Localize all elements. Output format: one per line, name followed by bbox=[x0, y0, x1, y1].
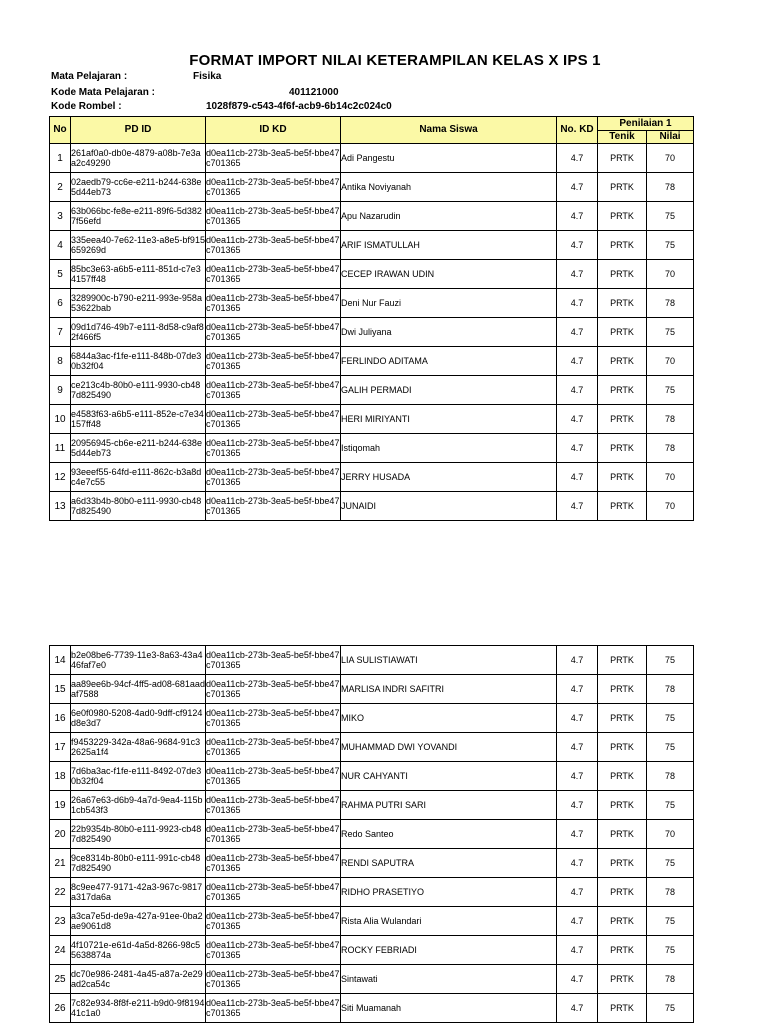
row-no: 24 bbox=[50, 936, 71, 965]
row-no-kd: 4.7 bbox=[557, 936, 598, 965]
row-id-kd: d0ea11cb-273b-3ea5-be5f-bbe47c701365 bbox=[206, 434, 341, 463]
row-nama-siswa: GALIH PERMADI bbox=[341, 376, 557, 405]
row-pd-id: 4f10721e-e61d-4a5d-8266-98c55638874a bbox=[71, 936, 206, 965]
table-row bbox=[50, 231, 694, 260]
table-row bbox=[50, 936, 694, 965]
table-row bbox=[50, 791, 694, 820]
table-row bbox=[50, 463, 694, 492]
row-nama-siswa: Siti Muamanah bbox=[341, 994, 557, 1023]
row-teknik: PRTK bbox=[598, 791, 647, 820]
row-pd-id: 7c82e934-8f8f-e211-b9d0-9f819441c1a0 bbox=[71, 994, 206, 1023]
row-teknik: PRTK bbox=[598, 173, 647, 202]
row-teknik: PRTK bbox=[598, 492, 647, 521]
row-pd-id: 6844a3ac-f1fe-e111-848b-07de30b32f04 bbox=[71, 347, 206, 376]
row-nilai: 70 bbox=[647, 463, 694, 492]
nilai-table-continued bbox=[49, 645, 694, 1023]
row-nama-siswa: Istiqomah bbox=[341, 434, 557, 463]
row-nama-siswa: RAHMA PUTRI SARI bbox=[341, 791, 557, 820]
row-no-kd: 4.7 bbox=[557, 318, 598, 347]
header-nama-siswa: Nama Siswa bbox=[341, 117, 557, 144]
row-teknik: PRTK bbox=[598, 405, 647, 434]
row-nilai: 78 bbox=[647, 434, 694, 463]
row-nama-siswa: ROCKY FEBRIADI bbox=[341, 936, 557, 965]
row-id-kd: d0ea11cb-273b-3ea5-be5f-bbe47c701365 bbox=[206, 202, 341, 231]
row-nilai: 75 bbox=[647, 849, 694, 878]
row-no-kd: 4.7 bbox=[557, 202, 598, 231]
table-row bbox=[50, 173, 694, 202]
row-no: 9 bbox=[50, 376, 71, 405]
row-id-kd: d0ea11cb-273b-3ea5-be5f-bbe47c701365 bbox=[206, 231, 341, 260]
row-no: 17 bbox=[50, 733, 71, 762]
mapel-label: Mata Pelajaran : bbox=[51, 71, 128, 82]
row-no: 14 bbox=[50, 646, 71, 675]
row-id-kd: d0ea11cb-273b-3ea5-be5f-bbe47c701365 bbox=[206, 675, 341, 704]
row-nama-siswa: JUNAIDI bbox=[341, 492, 557, 521]
row-nilai: 70 bbox=[647, 144, 694, 173]
row-teknik: PRTK bbox=[598, 376, 647, 405]
row-nama-siswa: RENDI SAPUTRA bbox=[341, 849, 557, 878]
row-nilai: 70 bbox=[647, 492, 694, 521]
row-id-kd: d0ea11cb-273b-3ea5-be5f-bbe47c701365 bbox=[206, 820, 341, 849]
header-no-kd: No. KD bbox=[557, 117, 598, 144]
row-no-kd: 4.7 bbox=[557, 791, 598, 820]
row-pd-id: 6e0f0980-5208-4ad0-9dff-cf9124d8e3d7 bbox=[71, 704, 206, 733]
row-nilai: 75 bbox=[647, 231, 694, 260]
row-teknik: PRTK bbox=[598, 762, 647, 791]
row-teknik: PRTK bbox=[598, 965, 647, 994]
row-nama-siswa: Rista Alia Wulandari bbox=[341, 907, 557, 936]
row-no: 20 bbox=[50, 820, 71, 849]
row-nilai: 70 bbox=[647, 820, 694, 849]
row-no: 12 bbox=[50, 463, 71, 492]
row-pd-id: e4583f63-a6b5-e111-852e-c7e34157ff48 bbox=[71, 405, 206, 434]
row-no-kd: 4.7 bbox=[557, 762, 598, 791]
row-no: 16 bbox=[50, 704, 71, 733]
row-nilai: 78 bbox=[647, 878, 694, 907]
row-no: 22 bbox=[50, 878, 71, 907]
row-pd-id: f9453229-342a-48a6-9684-91c32625a1f4 bbox=[71, 733, 206, 762]
header-teknik: Tenik bbox=[598, 131, 647, 144]
row-teknik: PRTK bbox=[598, 289, 647, 318]
row-nilai: 75 bbox=[647, 318, 694, 347]
row-no-kd: 4.7 bbox=[557, 675, 598, 704]
row-teknik: PRTK bbox=[598, 733, 647, 762]
row-no: 19 bbox=[50, 791, 71, 820]
table-row bbox=[50, 318, 694, 347]
row-teknik: PRTK bbox=[598, 878, 647, 907]
row-teknik: PRTK bbox=[598, 347, 647, 376]
row-id-kd: d0ea11cb-273b-3ea5-be5f-bbe47c701365 bbox=[206, 318, 341, 347]
row-nama-siswa: ARIF ISMATULLAH bbox=[341, 231, 557, 260]
row-teknik: PRTK bbox=[598, 936, 647, 965]
row-pd-id: a3ca7e5d-de9a-427a-91ee-0ba2ae9061d8 bbox=[71, 907, 206, 936]
row-nilai: 75 bbox=[647, 202, 694, 231]
row-pd-id: 8c9ee477-9171-42a3-967c-9817a317da6a bbox=[71, 878, 206, 907]
row-teknik: PRTK bbox=[598, 318, 647, 347]
header-nilai: Nilai bbox=[647, 131, 694, 144]
row-no-kd: 4.7 bbox=[557, 492, 598, 521]
table-row bbox=[50, 434, 694, 463]
row-nilai: 75 bbox=[647, 936, 694, 965]
row-teknik: PRTK bbox=[598, 202, 647, 231]
row-id-kd: d0ea11cb-273b-3ea5-be5f-bbe47c701365 bbox=[206, 878, 341, 907]
row-pd-id: 9ce8314b-80b0-e111-991c-cb487d825490 bbox=[71, 849, 206, 878]
row-pd-id: ce213c4b-80b0-e111-9930-cb487d825490 bbox=[71, 376, 206, 405]
row-no: 8 bbox=[50, 347, 71, 376]
row-id-kd: d0ea11cb-273b-3ea5-be5f-bbe47c701365 bbox=[206, 762, 341, 791]
header-no: No bbox=[50, 117, 71, 144]
row-nama-siswa: Apu Nazarudin bbox=[341, 202, 557, 231]
row-teknik: PRTK bbox=[598, 820, 647, 849]
row-pd-id: 09d1d746-49b7-e111-8d58-c9af82f466f5 bbox=[71, 318, 206, 347]
row-teknik: PRTK bbox=[598, 994, 647, 1023]
row-id-kd: d0ea11cb-273b-3ea5-be5f-bbe47c701365 bbox=[206, 849, 341, 878]
row-no: 21 bbox=[50, 849, 71, 878]
row-no: 25 bbox=[50, 965, 71, 994]
row-id-kd: d0ea11cb-273b-3ea5-be5f-bbe47c701365 bbox=[206, 463, 341, 492]
row-nilai: 70 bbox=[647, 347, 694, 376]
row-pd-id: 7d6ba3ac-f1fe-e111-8492-07de30b32f04 bbox=[71, 762, 206, 791]
row-no-kd: 4.7 bbox=[557, 376, 598, 405]
row-id-kd: d0ea11cb-273b-3ea5-be5f-bbe47c701365 bbox=[206, 704, 341, 733]
row-no: 13 bbox=[50, 492, 71, 521]
row-id-kd: d0ea11cb-273b-3ea5-be5f-bbe47c701365 bbox=[206, 173, 341, 202]
table-row bbox=[50, 704, 694, 733]
row-nilai: 75 bbox=[647, 733, 694, 762]
row-id-kd: d0ea11cb-273b-3ea5-be5f-bbe47c701365 bbox=[206, 492, 341, 521]
kode-mapel-label: Kode Mata Pelajaran : bbox=[51, 87, 155, 98]
row-pd-id: a6d33b4b-80b0-e111-9930-cb487d825490 bbox=[71, 492, 206, 521]
row-teknik: PRTK bbox=[598, 907, 647, 936]
row-no: 18 bbox=[50, 762, 71, 791]
row-pd-id: 85bc3e63-a6b5-e111-851d-c7e34157ff48 bbox=[71, 260, 206, 289]
row-nilai: 75 bbox=[647, 994, 694, 1023]
row-nama-siswa: LIA SULISTIAWATI bbox=[341, 646, 557, 675]
table-row bbox=[50, 376, 694, 405]
row-no-kd: 4.7 bbox=[557, 646, 598, 675]
row-pd-id: 26a67e63-d6b9-4a7d-9ea4-115b1cb543f3 bbox=[71, 791, 206, 820]
row-teknik: PRTK bbox=[598, 144, 647, 173]
row-id-kd: d0ea11cb-273b-3ea5-be5f-bbe47c701365 bbox=[206, 289, 341, 318]
row-no-kd: 4.7 bbox=[557, 878, 598, 907]
row-no: 11 bbox=[50, 434, 71, 463]
row-nama-siswa: Dwi Juliyana bbox=[341, 318, 557, 347]
row-no-kd: 4.7 bbox=[557, 733, 598, 762]
row-nilai: 78 bbox=[647, 173, 694, 202]
page-title: FORMAT IMPORT NILAI KETERAMPILAN KELAS X IPS 1 bbox=[189, 52, 601, 69]
table-row bbox=[50, 646, 694, 675]
row-no: 2 bbox=[50, 173, 71, 202]
header-id-kd: ID KD bbox=[206, 117, 341, 144]
row-pd-id: b2e08be6-7739-11e3-8a63-43a446faf7e0 bbox=[71, 646, 206, 675]
row-nama-siswa: Deni Nur Fauzi bbox=[341, 289, 557, 318]
row-teknik: PRTK bbox=[598, 463, 647, 492]
row-nilai: 75 bbox=[647, 376, 694, 405]
row-nama-siswa: FERLINDO ADITAMA bbox=[341, 347, 557, 376]
row-pd-id: aa89ee6b-94cf-4ff5-ad08-681aadaf7588 bbox=[71, 675, 206, 704]
row-id-kd: d0ea11cb-273b-3ea5-be5f-bbe47c701365 bbox=[206, 347, 341, 376]
row-no-kd: 4.7 bbox=[557, 260, 598, 289]
row-teknik: PRTK bbox=[598, 231, 647, 260]
row-no-kd: 4.7 bbox=[557, 463, 598, 492]
row-nama-siswa: NUR CAHYANTI bbox=[341, 762, 557, 791]
row-no: 6 bbox=[50, 289, 71, 318]
row-no-kd: 4.7 bbox=[557, 405, 598, 434]
header-pd-id: PD ID bbox=[71, 117, 206, 144]
row-no: 4 bbox=[50, 231, 71, 260]
row-id-kd: d0ea11cb-273b-3ea5-be5f-bbe47c701365 bbox=[206, 405, 341, 434]
row-nama-siswa: Sintawati bbox=[341, 965, 557, 994]
table-row bbox=[50, 965, 694, 994]
row-no: 15 bbox=[50, 675, 71, 704]
row-id-kd: d0ea11cb-273b-3ea5-be5f-bbe47c701365 bbox=[206, 994, 341, 1023]
table-row bbox=[50, 260, 694, 289]
row-nama-siswa: MARLISA INDRI SAFITRI bbox=[341, 675, 557, 704]
mapel-value: Fisika bbox=[193, 71, 222, 82]
row-teknik: PRTK bbox=[598, 849, 647, 878]
table-row bbox=[50, 820, 694, 849]
row-nilai: 75 bbox=[647, 704, 694, 733]
row-id-kd: d0ea11cb-273b-3ea5-be5f-bbe47c701365 bbox=[206, 144, 341, 173]
row-nama-siswa: Antika Noviyanah bbox=[341, 173, 557, 202]
row-teknik: PRTK bbox=[598, 675, 647, 704]
table-row bbox=[50, 762, 694, 791]
row-no: 26 bbox=[50, 994, 71, 1023]
row-pd-id: dc70e986-2481-4a45-a87a-2e29ad2ca54c bbox=[71, 965, 206, 994]
row-pd-id: 93eeef55-64fd-e111-862c-b3a8dc4e7c55 bbox=[71, 463, 206, 492]
row-no-kd: 4.7 bbox=[557, 704, 598, 733]
table-row bbox=[50, 849, 694, 878]
table-row bbox=[50, 405, 694, 434]
row-teknik: PRTK bbox=[598, 704, 647, 733]
table-row bbox=[50, 347, 694, 376]
table-row bbox=[50, 675, 694, 704]
row-nilai: 78 bbox=[647, 965, 694, 994]
row-pd-id: 20956945-cb6e-e211-b244-638e5d44eb73 bbox=[71, 434, 206, 463]
rombel-value: 1028f879-c543-4f6f-acb9-6b14c2c024c0 bbox=[206, 101, 392, 112]
row-pd-id: 22b9354b-80b0-e111-9923-cb487d825490 bbox=[71, 820, 206, 849]
kode-mapel-value: 401121000 bbox=[289, 87, 339, 98]
row-no: 3 bbox=[50, 202, 71, 231]
row-no-kd: 4.7 bbox=[557, 994, 598, 1023]
row-no-kd: 4.7 bbox=[557, 849, 598, 878]
row-no-kd: 4.7 bbox=[557, 907, 598, 936]
row-pd-id: 63b066bc-fe8e-e211-89f6-5d3827f56efd bbox=[71, 202, 206, 231]
header-penilaian: Penilaian 1 bbox=[598, 117, 694, 131]
row-no-kd: 4.7 bbox=[557, 347, 598, 376]
table-row bbox=[50, 289, 694, 318]
rombel-label: Kode Rombel : bbox=[51, 101, 122, 112]
row-no-kd: 4.7 bbox=[557, 289, 598, 318]
row-no-kd: 4.7 bbox=[557, 173, 598, 202]
row-no: 5 bbox=[50, 260, 71, 289]
row-no: 10 bbox=[50, 405, 71, 434]
row-nilai: 70 bbox=[647, 260, 694, 289]
table-row bbox=[50, 733, 694, 762]
row-pd-id: 02aedb79-cc6e-e211-b244-638e5d44eb73 bbox=[71, 173, 206, 202]
row-id-kd: d0ea11cb-273b-3ea5-be5f-bbe47c701365 bbox=[206, 965, 341, 994]
row-pd-id: 335eea40-7e62-11e3-a8e5-bf915659269d bbox=[71, 231, 206, 260]
row-id-kd: d0ea11cb-273b-3ea5-be5f-bbe47c701365 bbox=[206, 936, 341, 965]
row-id-kd: d0ea11cb-273b-3ea5-be5f-bbe47c701365 bbox=[206, 907, 341, 936]
table-row bbox=[50, 202, 694, 231]
row-nama-siswa: Redo Santeo bbox=[341, 820, 557, 849]
row-teknik: PRTK bbox=[598, 260, 647, 289]
row-pd-id: 261af0a0-db0e-4879-a08b-7e3aa2c49290 bbox=[71, 144, 206, 173]
row-no: 1 bbox=[50, 144, 71, 173]
row-nilai: 75 bbox=[647, 791, 694, 820]
table-row bbox=[50, 878, 694, 907]
row-nama-siswa: MIKO bbox=[341, 704, 557, 733]
row-teknik: PRTK bbox=[598, 434, 647, 463]
row-nama-siswa: HERI MIRIYANTI bbox=[341, 405, 557, 434]
row-nama-siswa: JERRY HUSADA bbox=[341, 463, 557, 492]
row-nilai: 78 bbox=[647, 675, 694, 704]
table-row bbox=[50, 907, 694, 936]
row-nilai: 75 bbox=[647, 646, 694, 675]
row-no-kd: 4.7 bbox=[557, 144, 598, 173]
row-no-kd: 4.7 bbox=[557, 434, 598, 463]
row-nilai: 78 bbox=[647, 405, 694, 434]
row-id-kd: d0ea11cb-273b-3ea5-be5f-bbe47c701365 bbox=[206, 260, 341, 289]
row-no-kd: 4.7 bbox=[557, 820, 598, 849]
table-row bbox=[50, 144, 694, 173]
row-id-kd: d0ea11cb-273b-3ea5-be5f-bbe47c701365 bbox=[206, 791, 341, 820]
row-nama-siswa: MUHAMMAD DWI YOVANDI bbox=[341, 733, 557, 762]
row-teknik: PRTK bbox=[598, 646, 647, 675]
row-nilai: 78 bbox=[647, 289, 694, 318]
row-no: 7 bbox=[50, 318, 71, 347]
row-nama-siswa: Adi Pangestu bbox=[341, 144, 557, 173]
table-row bbox=[50, 492, 694, 521]
row-nama-siswa: CECEP IRAWAN UDIN bbox=[341, 260, 557, 289]
row-nama-siswa: RIDHO PRASETIYO bbox=[341, 878, 557, 907]
row-id-kd: d0ea11cb-273b-3ea5-be5f-bbe47c701365 bbox=[206, 376, 341, 405]
row-nilai: 75 bbox=[647, 907, 694, 936]
table-row bbox=[50, 994, 694, 1023]
row-no: 23 bbox=[50, 907, 71, 936]
row-id-kd: d0ea11cb-273b-3ea5-be5f-bbe47c701365 bbox=[206, 733, 341, 762]
row-pd-id: 3289900c-b790-e211-993e-958a53622bab bbox=[71, 289, 206, 318]
row-no-kd: 4.7 bbox=[557, 965, 598, 994]
row-nilai: 78 bbox=[647, 762, 694, 791]
row-no-kd: 4.7 bbox=[557, 231, 598, 260]
nilai-table bbox=[49, 116, 694, 521]
row-id-kd: d0ea11cb-273b-3ea5-be5f-bbe47c701365 bbox=[206, 646, 341, 675]
